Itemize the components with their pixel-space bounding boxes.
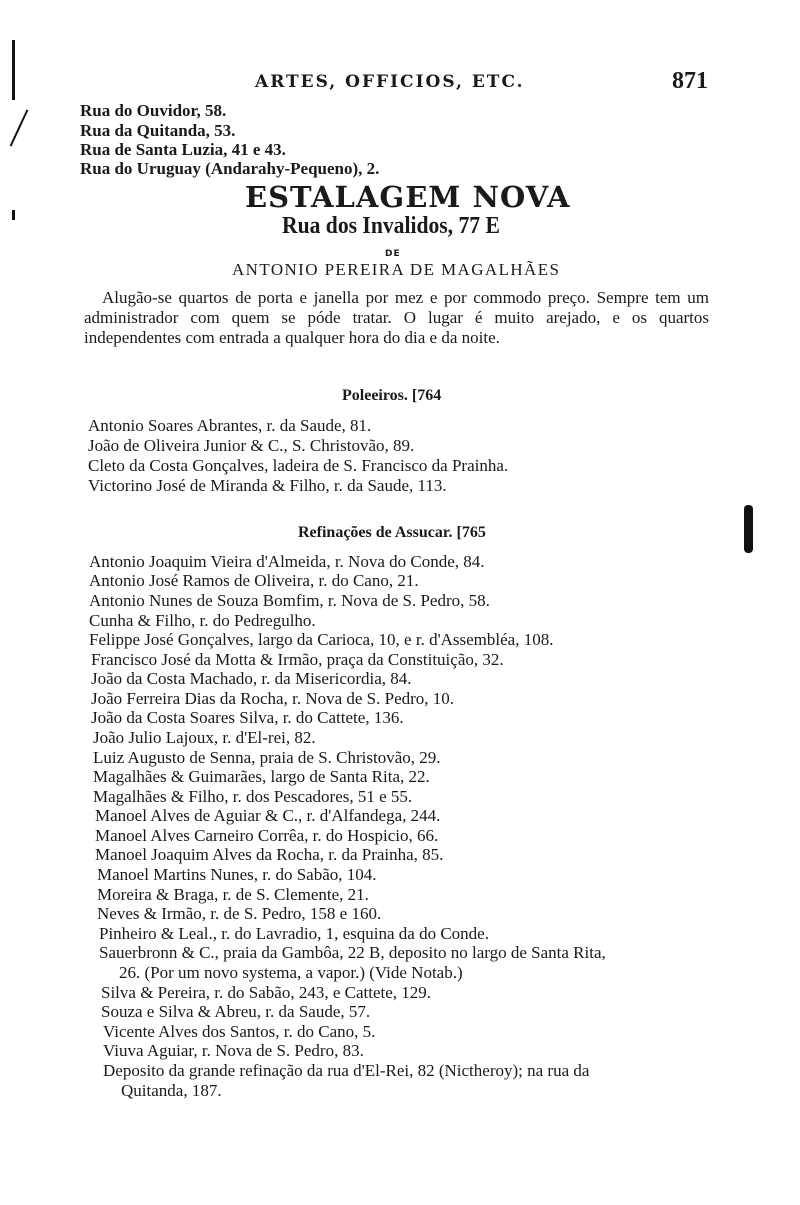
list-item: Pinheiro & Leal., r. do Lavradio, 1, esquina da do Conde. [99,924,489,943]
top-list-item: Rua de Santa Luzia, 41 e 43. [80,140,286,159]
ad-de: DE [385,249,401,259]
list-item: Cleto da Costa Gonçalves, ladeira de S. Francisco da Prainha. [88,456,509,475]
list-item: Antonio Joaquim Vieira d'Almeida, r. Nova do Conde, 84. [89,552,485,571]
list-item: João de Oliveira Junior & C., S. Christovão, 89. [88,436,415,455]
list-item: Manoel Alves Carneiro Corrêa, r. do Hospicio, 66. [95,826,439,845]
list-item: Felippe José Gonçalves, largo da Carioca, 10, e r. d'Assembléa, 108. [89,630,554,649]
list-item: João Ferreira Dias da Rocha, r. Nova de S. Pedro, 10. [91,689,455,708]
list-item: Victorino José de Miranda & Filho, r. da Saude, 113. [88,476,447,495]
list-item: Manoel Alves de Aguiar & C., r. d'Alfandega, 244. [95,806,441,825]
list-item: Antonio Soares Abrantes, r. da Saude, 81. [88,416,372,435]
running-title: ARTES, OFFICIOS, ETC. [255,72,525,92]
section-heading-refinacoes: Refinações de Assucar. [765 [298,524,486,541]
list-item: Magalhães & Filho, r. dos Pescadores, 51 e 55. [93,787,413,806]
list-item: Manoel Martins Nunes, r. do Sabão, 104. [97,865,377,884]
ad-owner: ANTONIO PEREIRA DE MAGALHÃES [232,260,561,279]
list-item: Luiz Augusto de Senna, praia de S. Christovão, 29. [93,748,441,767]
list-item: Neves & Irmão, r. de S. Pedro, 158 e 160. [97,904,382,923]
page-number: 871 [672,68,708,94]
ad-title: ESTALAGEM NOVA [245,180,571,214]
list-item: Viuva Aguiar, r. Nova de S. Pedro, 83. [103,1041,364,1060]
list-item: João Julio Lajoux, r. d'El-rei, 82. [93,728,316,747]
list-item: Quitanda, 187. [121,1081,222,1100]
list-item: Manoel Joaquim Alves da Rocha, r. da Prainha, 85. [95,845,444,864]
list-item: Magalhães & Guimarães, largo de Santa Rita, 22. [93,767,430,786]
list-item: João da Costa Soares Silva, r. do Cattete, 136. [91,708,404,727]
margin-mark [744,505,753,553]
margin-mark [12,40,15,100]
margin-mark [10,109,29,146]
list-item: 26. (Por um novo systema, a vapor.) (Vide Notab.) [119,963,463,982]
margin-mark [12,210,15,220]
list-item: Souza e Silva & Abreu, r. da Saude, 57. [101,1002,371,1021]
top-list-item: Rua da Quitanda, 53. [80,121,236,140]
section-heading-poleeiros: Poleeiros. [764 [342,387,442,404]
list-item: João da Costa Machado, r. da Misericordia, 84. [91,669,412,688]
list-item: Moreira & Braga, r. de S. Clemente, 21. [97,885,369,904]
ad-subtitle: Rua dos Invalidos, 77 E [282,213,500,239]
list-item: Sauerbronn & C., praia da Gambôa, 22 B, deposito no largo de Santa Rita, [99,943,606,962]
list-item: Francisco José da Motta & Irmão, praça da Constituição, 32. [91,650,504,669]
list-item: Deposito da grande refinação da rua d'El-Rei, 82 (Nictheroy); na rua da [103,1061,590,1080]
list-item: Cunha & Filho, r. do Pedregulho. [89,611,316,630]
top-list-item: Rua do Ouvidor, 58. [80,101,227,120]
ad-body: Alugão-se quartos de porta e janella por mez e por commodo preço. Sempre tem um administrador com quem se póde tratar. O lugar é muito arejado, e os quartos independentes com entrada a qualquer hora do dia e da noite. [84,288,709,347]
list-item: Antonio José Ramos de Oliveira, r. do Cano, 21. [89,571,419,590]
list-item: Silva & Pereira, r. do Sabão, 243, e Cattete, 129. [101,983,432,1002]
list-item: Antonio Nunes de Souza Bomfim, r. Nova de S. Pedro, 58. [89,591,490,610]
list-item: Vicente Alves dos Santos, r. do Cano, 5. [103,1022,376,1041]
top-list-item: Rua do Uruguay (Andarahy-Pequeno), 2. [80,159,380,178]
